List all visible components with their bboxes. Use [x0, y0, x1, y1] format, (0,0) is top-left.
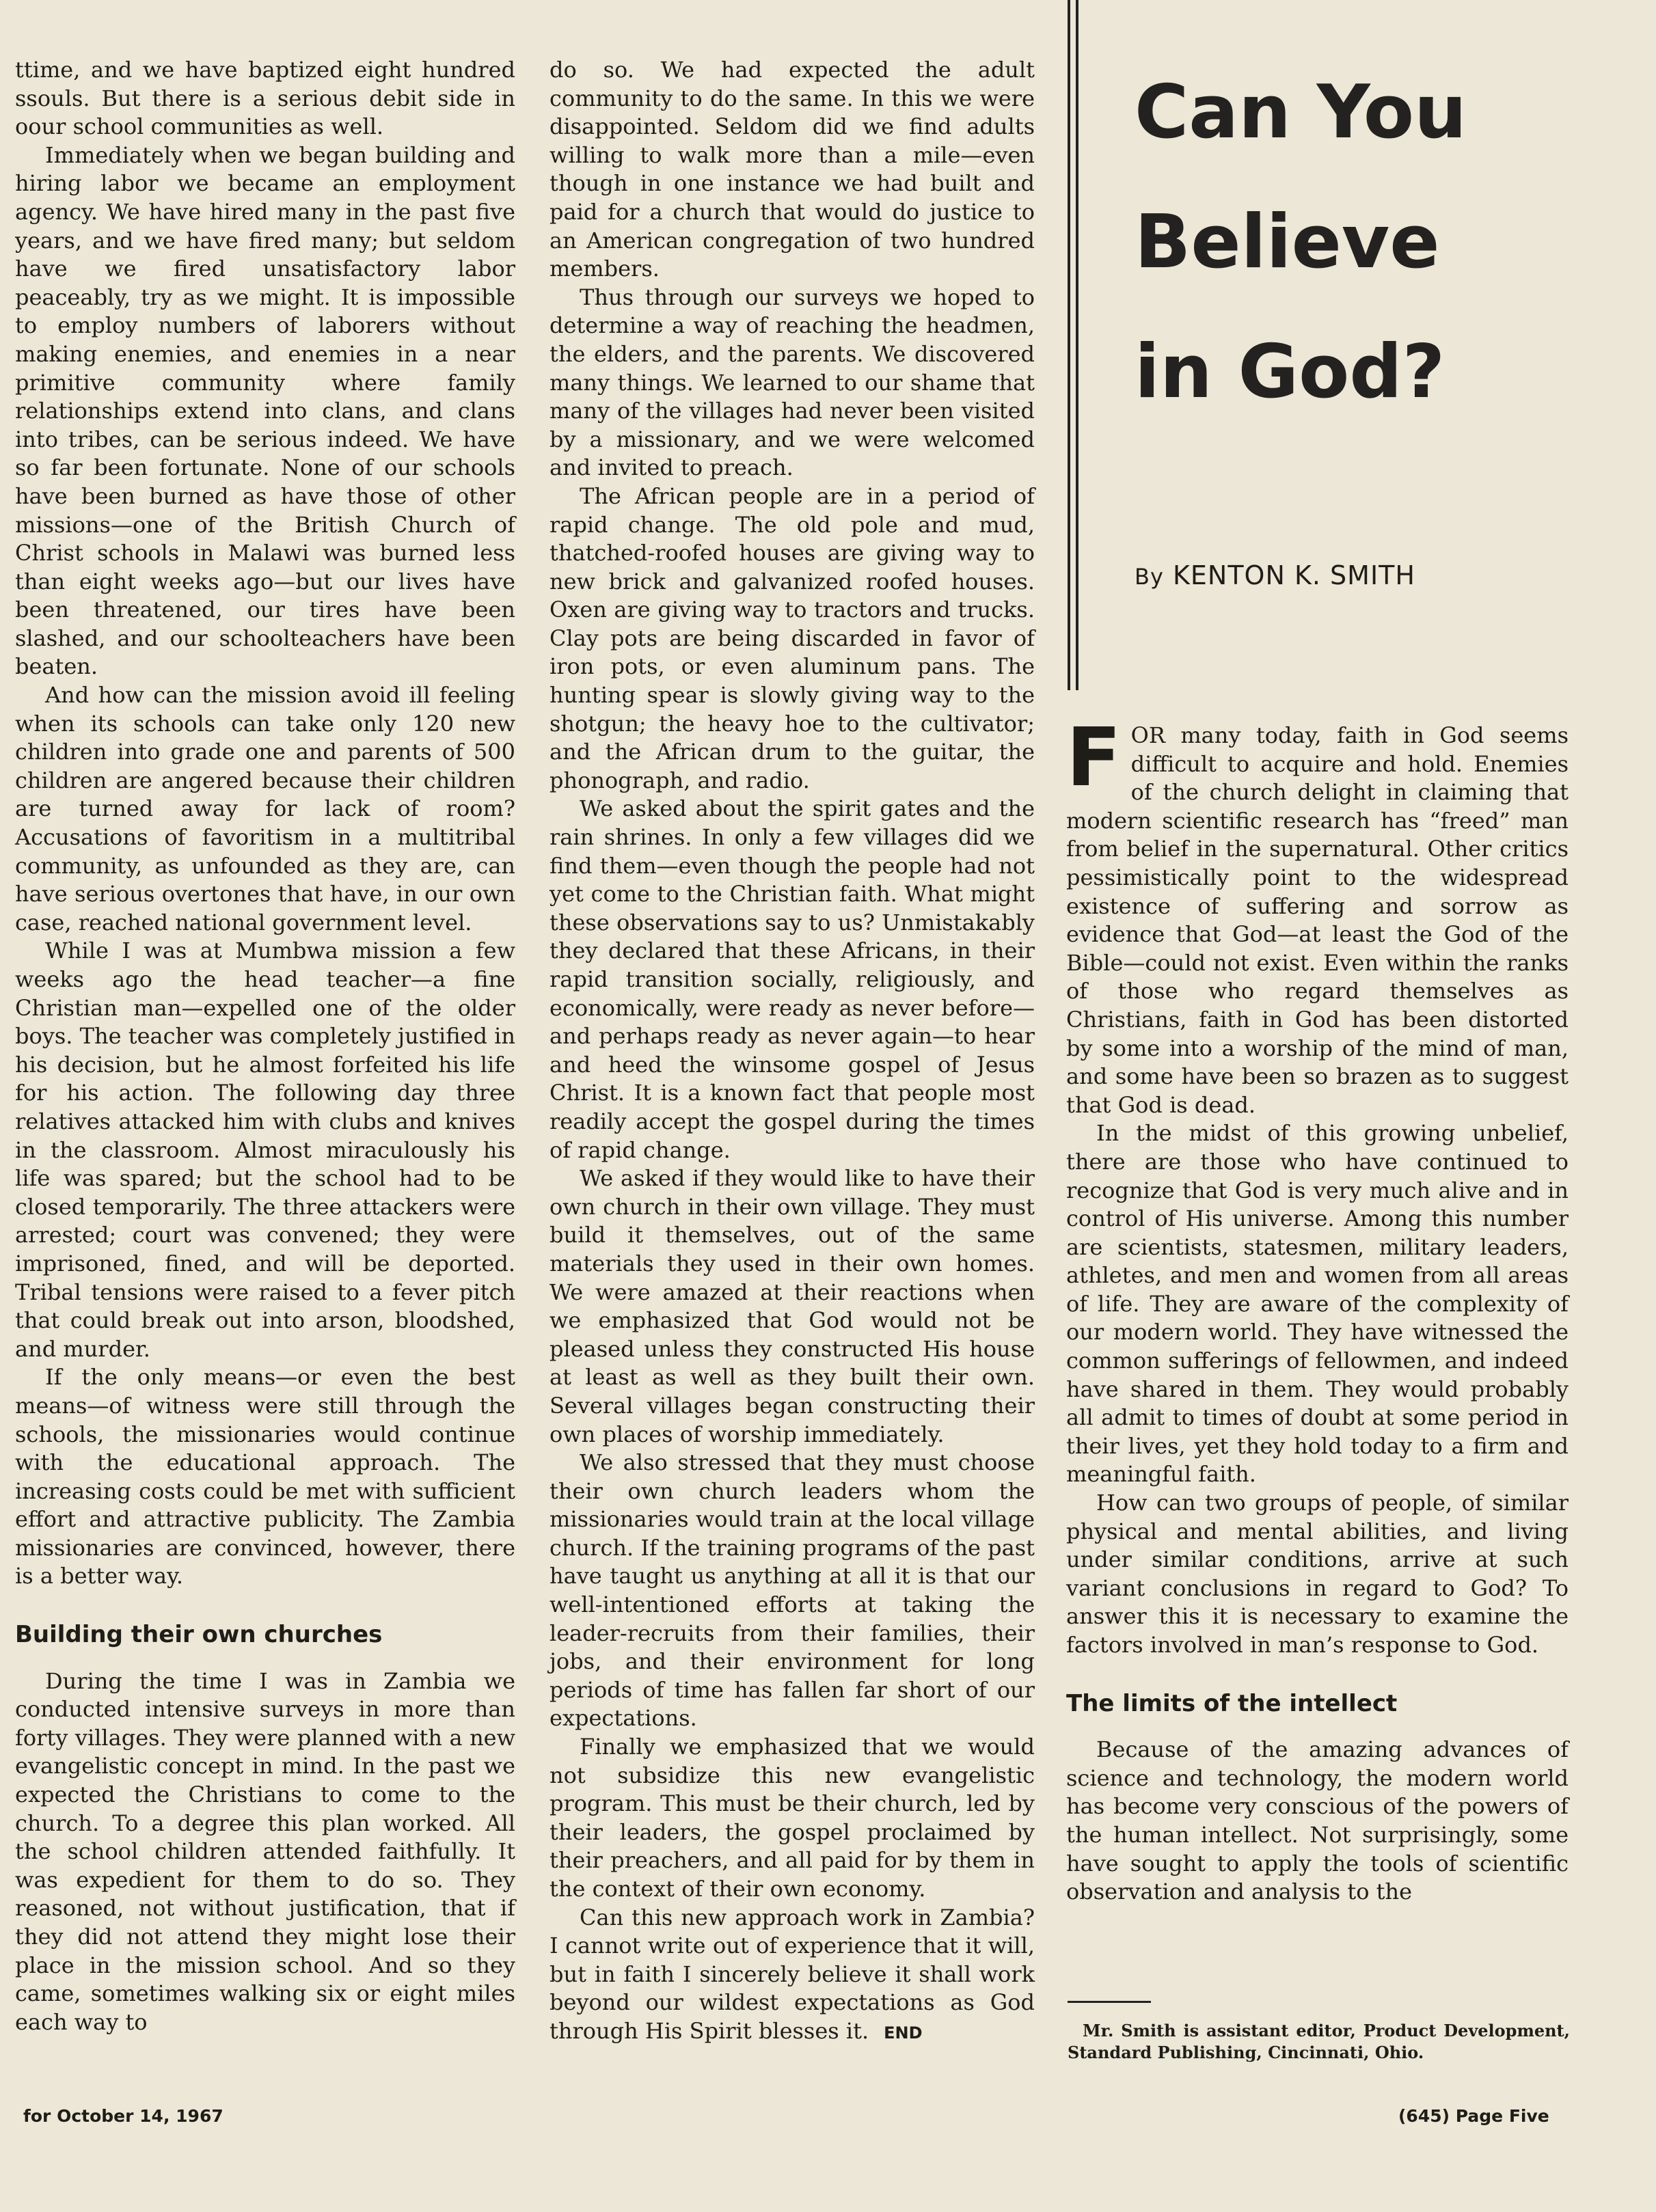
byline: [1135, 560, 1415, 590]
title-line: in God?: [1135, 329, 1445, 415]
column-left: [15, 56, 515, 2036]
footer-date: for October 14, 1967: [23, 2106, 223, 2126]
paragraph: During the time I was in Zambia we conducted intensive surveys in more than forty villages. They were planned with a new evangelistic concept in mind. In the past we expected the Christians to come to the church. To a degree this plan worked. All the school children attended faithfully. It was expedient for them to do so. They reasoned, not without justification, that if they did not attend they might lose their place in the mission school. And so they came, sometimes walking six or eight miles each way to: [15, 1667, 515, 2035]
paragraph-final: [549, 1904, 1035, 2048]
subhead-building-churches: Building their own churches: [15, 1621, 383, 1649]
paragraph: How can two groups of people, of similar physical and mental abilities, and living under similar conditions, arrive at such variant conclusions in regard to God? To answer this it is necessary to examine the factors involved in man’s response to God.: [1066, 1490, 1569, 1658]
column-right: [1066, 710, 1569, 1907]
drop-cap: F: [1066, 710, 1122, 804]
paragraph: If the only means—or even the best means—of witness were still through the schools, the missionaries would continue with the educational approach. The increasing costs could be met with sufficient effort and attractive publicity. The Zambia missionaries are convinced, however, there is a better way.: [15, 1364, 515, 1589]
opening-text: OR many today, faith in God seems difficult to acquire and hold. Enemies of the church delight in claiming that modern scientific research has “freed” man from belief in the supernatural. Other critics pessimistically point to the widespread existence of suffering and sorrow as evidence that God—at least the God of the Bible—could not exist. Even within the ranks of those who regard themselves as Christians, faith in God has been distorted by some into a worship of the mind of man, and some have been so brazen as to suggest that God is dead.: [1066, 722, 1569, 1118]
paragraph-opening: [1066, 710, 1569, 1119]
paragraph: Because of the amazing advances of science and technology, the modern world has become very conscious of the powers of the human intellect. Not surprisingly, some have sought to apply the tools of scientific observation and analysis to the: [1066, 1736, 1569, 1905]
author-name: KENTON K. SMITH: [1172, 560, 1415, 590]
footnote-rule: [1068, 2001, 1151, 2003]
paragraph: Finally we emphasized that we would not subsidize this new evangelistic program. This must be their church, led by their leaders, the gospel proclaimed by their preachers, and all paid for by them in the context of their own economy.: [549, 1734, 1035, 1902]
end-mark: END: [884, 2023, 923, 2043]
paragraph: ttime, and we have baptized eight hundred ssouls. But there is a serious debit side in oour school communities as well.: [15, 57, 515, 140]
title-divider-rule: [1068, 0, 1078, 690]
paragraph: We also stressed that they must choose their own church leaders whom the missionaries would train at the local village church. If the training programs of the past have taught us anything at all it is that our well-intentioned efforts at taking the leader-recruits from their families, their jobs, and their environment for long periods of time has fallen far short of our expectations.: [549, 1449, 1035, 1732]
paragraph: We asked about the spirit gates and the rain shrines. In only a few villages did we find them—even though the people had not yet come to the Christian faith. What might these observations say to us? Unmistakably they declared that these Africans, in their rapid transition socially, religiously, and economically, were ready as never before—and perhaps ready as never again—to hear and heed the winsome gospel of Jesus Christ. It is a known fact that people most readily accept the gospel during the times of rapid change.: [549, 795, 1035, 1163]
paragraph: Thus through our surveys we hoped to determine a way of reaching the headmen, the elders, and the parents. We discovered many things. We learned to our shame that many of the villages had never been visited by a missionary, and we were welcomed and invited to preach.: [549, 284, 1035, 481]
article-title: [1135, 48, 1613, 437]
paragraph: In the midst of this growing unbelief, there are those who have continued to recognize that God is very much alive and in control of His universe. Among this number are scientists, statesmen, military leaders, athletes, and men and women from all areas of life. They are aware of the complexity of our modern world. They have witnessed the common sufferings of fellowmen, and indeed have shared in them. They would probably all admit to times of doubt at some period in their lives, yet they hold today to a firm and meaningful faith.: [1066, 1120, 1569, 1488]
author-footnote: Mr. Smith is assistant editor, Product Development, Standard Publishing, Cincinnati, Ohio.: [1068, 2021, 1570, 2062]
footer-page-number: (645) Page Five: [1398, 2106, 1549, 2126]
title-line: Believe: [1135, 200, 1440, 285]
column-middle: [549, 56, 1035, 2048]
subhead-limits-intellect: The limits of the intellect: [1066, 1689, 1398, 1717]
paragraph: The African people are in a period of rapid change. The old pole and mud, thatched-roofed houses are giving way to new brick and galvanized roofed houses. Oxen are giving way to tractors and trucks. Clay pots are being discarded in favor of iron pots, or even aluminum pans. The hunting spear is slowly giving way to the shotgun; the heavy hoe to the cultivator; and the African drum to the guitar, the phonograph, and radio.: [549, 482, 1035, 793]
paragraph: do so. We had expected the adult community to do the same. In this we were disappointed. Seldom did we find adults willing to walk more than a mile—even though in one instance we had built and paid for a church that would do justice to an American congregation of two hundred members.: [549, 57, 1035, 282]
paragraph-final-text: Can this new approach work in Zambia? I cannot write out of experience that it will, but in faith I sincerely believe it shall work beyond our wildest expectations as God through His Spirit blesses it.: [549, 1904, 1035, 2044]
byline-prefix: By: [1135, 564, 1164, 590]
paragraph: We asked if they would like to have their own church in their own village. They must build it themselves, out of the same materials they used in their own homes. We were amazed at their reactions when we emphasized that God would not be pleased unless they constructed His house at least as well as they built their own. Several villages began constructing their own places of worship immediately.: [549, 1165, 1035, 1447]
paragraph: While I was at Mumbwa mission a few weeks ago the head teacher—a fine Christian man—expelled one of the older boys. The teacher was completely justified in his decision, but he almost forfeited his life for his action. The following day three relatives attacked him with clubs and knives in the classroom. Almost miraculously his life was spared; but the school had to be closed temporarily. The three attackers were arrested; court was convened; they were imprisoned, fined, and will be deported. Tribal tensions were raised to a fever pitch that could break out into arson, bloodshed, and murder.: [15, 938, 515, 1362]
title-line: Can You: [1135, 70, 1467, 155]
paragraph: Immediately when we began building and hiring labor we became an employment agency. We have hired many in the past five years, and we have fired many; but seldom have we fired unsatisfactory labor peaceably, try as we might. It is impossible to employ numbers of laborers without making enemies, and enemies in a near primitive community where family relationships extend into clans, and clans into tribes, can be serious indeed. We have so far been fortunate. None of our schools have been burned as have those of other missions—one of the British Church of Christ schools in Malawi was burned less than eight weeks ago—but our lives have been threatened, our tires have been slashed, and our schoolteachers have been beaten.: [15, 141, 515, 680]
paragraph: And how can the mission avoid ill feeling when its schools can take only 120 new children into grade one and parents of 500 children are angered because their children are turned away for lack of room? Accusations of favoritism in a multitribal community, as unfounded as they are, can have serious overtones that have, in our own case, reached national government level.: [15, 682, 515, 936]
